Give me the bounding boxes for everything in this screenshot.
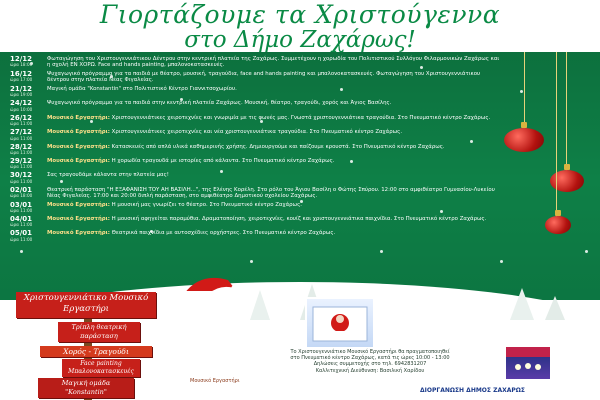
event-date [10,56,47,69]
event-text: Ψυχαγωγικό πρόγραμμα για τα παιδιά με θέατρο, μουσική, τραγούδια, face and hands painting και μπαλονοκατασκευές. Φωταγώγηση του Χριστουγεννιάτικου δέντρου στην πλατεία Νέας Φιγαλείας. [47,70,481,84]
music-workshop-logo: Μουσικό Εργαστήρι [190,378,240,384]
event-text: Θεατρικά παιχνίδια με αυτοσχέδιες ορχήστρες. Στο Πνευματικό κέντρο Ζαχάρως. [111,230,336,237]
event-text: Η μουσική μας γνωρίζει το θέατρο. Στο Πνευματικό κέντρο Ζαχάρως. [111,201,302,208]
event-date [10,115,47,127]
date-label: 26/12 [10,113,33,122]
event-program [10,56,500,245]
date-label: 28/12 [10,142,33,151]
program-row [10,172,500,184]
time-label: ώρα 10:00 [10,106,33,112]
ornament-ball-icon [545,216,571,234]
event-date [10,158,47,170]
event-tag: Μουσικό Εργαστήρι: [47,129,110,136]
program-row [10,158,500,170]
santa-hat-icon [180,272,240,298]
ornament-string [556,52,557,218]
event-date [10,100,47,112]
event-date [10,202,47,214]
program-row [10,115,500,127]
program-row [10,86,500,98]
date-label: 29/12 [10,156,33,165]
footer-line: στο Πνευματικό κέντρο Ζαχάρως, κατά τις ώρες 10:00 - 13:00 [290,355,450,362]
event-date [10,172,47,184]
event-description [47,216,500,228]
ornament-string [524,52,525,130]
program-row [10,230,500,242]
event-text: Η χορωδία τραγουδά με ιστορίες από κάλαντα. Στο Πνευματικό κέντρο Ζαχάρως. [111,157,335,164]
title-line-2: στο Δήμο Ζαχάρως! [184,27,416,53]
date-label: 05/01 [10,229,33,238]
event-date [10,216,47,228]
sign-music-workshop: Χριστουγεννιάτικο Μουσικό Εργαστήρι [16,292,156,318]
event-description [47,187,500,200]
event-tag: Μουσικό Εργαστήρι: [47,216,110,223]
event-description [47,86,500,98]
event-description [47,129,500,141]
sign-theatre: Τρίπλη θεατρική παράσταση [58,322,140,342]
program-row [10,56,500,69]
snowflake-icon [520,90,523,93]
footer-note [250,349,490,374]
event-description [47,144,500,156]
time-label: ώρα 11:00 [10,149,33,155]
program-row [10,187,500,200]
event-description [47,56,500,69]
date-label: 21/12 [10,84,33,93]
program-row [10,144,500,156]
time-label: ώρα 11:00 [10,164,33,170]
footer-line: Το Χριστουγεννιάτικο Μουσικό Εργαστήρι θα πραγματοποιηθεί [290,349,450,355]
time-label: ώρα 11:00 [10,135,33,141]
event-date [10,230,47,242]
date-label: 27/12 [10,128,33,137]
event-text: Σας τραγουδάμε κάλαντα στην πλατεία μας! [47,172,169,179]
ornament-string [566,52,567,172]
event-tag: Μουσικό Εργαστήρι: [47,201,110,208]
event-text: Κατασκευές από απλά υλικά καθημερινής χρήσης. Δημιουργούμε και παίζουμε κρουστά. Στο Πνευματικό κέντρο Ζαχάρως. [111,143,445,150]
snowflake-icon [20,250,23,253]
program-row [10,129,500,141]
event-text: Μαγική ομάδα "Konstantin" στο Πολιτιστικό Κέντρο Γιαννιτσοχωρίου. [47,85,237,92]
event-description [47,230,500,242]
event-date [10,71,47,84]
program-row [10,202,500,214]
event-description [47,115,500,127]
title-line-1: Γιορτάζουμε τα Χριστούγεννα [99,0,501,29]
event-description [47,172,500,184]
date-label: 16/12 [10,69,33,78]
snowflake-icon [585,250,588,253]
time-label: ώρα 18:00 [10,62,33,68]
event-date [10,144,47,156]
time-label: ώρα 11:00 [10,178,33,184]
organizer-credit: ΔΙΟΡΓΑΝΩΣΗ ΔΗΜΟΣ ΖΑΧΑΡΩΣ [420,387,525,394]
event-description [47,202,500,214]
event-text: Φωταγώγηση του Χριστουγεννιάτικου Δέντρου στην κεντρική πλατεία της Ζαχάρως. Συμμετέχουν η χορωδία του Πολιτιστικού Συλλόγου Φιλαρμονικών Ζαχάρως και η σχολή ΕΝ ΧΟΡΩ. Face and hands painting, μπαλονοκατασκευές. [47,56,500,69]
program-row [10,216,500,228]
event-description [47,158,500,170]
sign-face-painting: Face painting Μπαλονοκατασκευές [62,359,140,377]
event-tag: Μουσικό Εργαστήρι: [47,114,110,121]
time-label: ώρα 19:00 [10,92,33,98]
event-description [47,100,500,112]
snowflake-icon [380,250,383,253]
tree-silhouettes [240,282,570,322]
footer-line: Καλλιτεχνική Διεύθυνση: Βασιλική Χαρίδου [315,367,425,374]
title-banner [0,0,600,52]
date-label: 24/12 [10,99,33,108]
footer-line: Δηλώσεις συμμετοχής στο τηλ. 6942831207 [313,361,427,368]
event-tag: Μουσικό Εργαστήρι: [47,230,110,237]
event-text: Χριστουγεννιάτικες χειροτεχνίες και νέα χριστουγεννιάτικα τραγούδια. Στο Πνευματικό κέντρο Ζαχάρως. [111,129,403,136]
snowflake-icon [250,260,253,263]
santa-poster-image [305,297,375,349]
time-label: ώρα 11:00 [10,121,33,127]
date-label: 04/01 [10,215,33,224]
event-tag: Μουσικό Εργαστήρι: [47,143,110,150]
event-tag: Μουσικό Εργαστήρι: [47,157,110,164]
stage-photo [505,346,551,380]
time-label: ώρα 17:00 [10,77,33,83]
snowflake-icon [500,260,503,263]
date-label: 03/01 [10,200,33,209]
event-text: Θεατρική παράσταση "Η ΕΞΑΦΑΝΙΣΗ ΤΟΥ ΑΗ ΒΑΣΙΛΗ...", της Ελένης Κορέλη. Στο ρόλο του Άγιου Βασίλη ο Φώτης Σπύρου. 12:00 στο αμφιθέατρο Γυμνασίου-Λυκείου Νέας Φιγαλείας. 17:00 και 20:00 διπλή παράσταση, στο αμφιθέατρο Δημοτικού σχολείου Ζαχάρως. [47,186,495,199]
time-label: ώρα 11:00 [10,236,33,242]
program-row [10,100,500,112]
sign-magic-group: Μαγική ομάδα "Konstantin" [38,378,134,398]
ornament-ball-icon [504,128,544,152]
time-label: ώρα 11:00 [10,222,33,228]
event-date [10,187,47,200]
sign-dance-song: Χορός - Τραγούδι [40,346,152,357]
event-text: Ψυχαγωγικό πρόγραμμα για τα παιδιά στην κεντρική πλατεία Ζαχάρως. Μουσική, θέατρο, τραγούδι, χορός και Άγιος Βασίλης. [47,100,392,107]
date-label: 12/12 [10,55,33,63]
event-date [10,129,47,141]
time-label: ώρα 18:00 [10,193,33,199]
event-date [10,86,47,98]
event-text: Χριστουγεννιάτικες χειροτεχνίες και γνωριμία με τις φωνές μας. Γνωστά χριστουγεννιάτικα τραγούδια. Στο Πνευματικό κέντρο Ζαχάρως. [111,114,491,121]
time-label: ώρα 11:00 [10,208,33,214]
date-label: 02/01 [10,185,33,194]
date-label: 30/12 [10,171,33,180]
event-text: Η μουσική αφηγείται παραμύθια. Δραματοποίηση, χειροτεχνίες, κουίζ και χριστουγεννιάτικα παιχνίδια. Στο Πνευματικό κέντρο Ζαχάρως. [111,216,487,223]
event-description [47,71,500,84]
program-row [10,71,500,84]
